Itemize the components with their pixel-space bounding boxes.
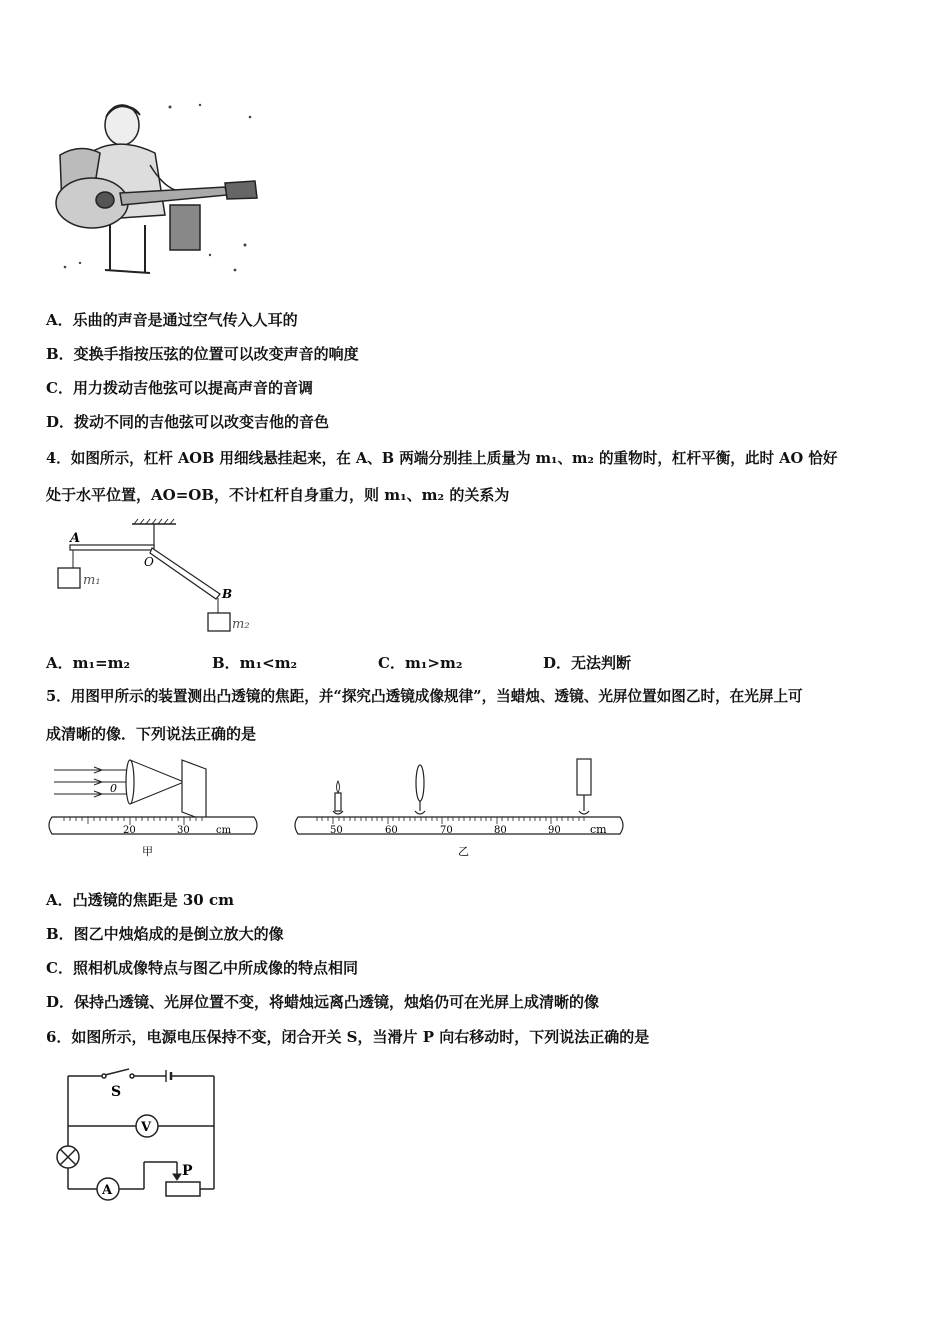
switch-label: S xyxy=(111,1084,122,1100)
q5-option-c: C．照相机成像特点与图乙中所成像的特点相同 xyxy=(46,959,358,977)
jia-caption: 甲 xyxy=(142,845,153,858)
q6-stem: 6．如图所示，电源电压保持不变，闭合开关 S，当滑片 P 向右移动时，下列说法正确的是 xyxy=(46,1028,650,1046)
yi-tick-90: 90 xyxy=(548,825,561,836)
q5-option-d: D．保持凸透镜、光屏位置不变，将蜡烛远离凸透镜，烛焰仍可在光屏上成清晰的像 xyxy=(46,993,600,1011)
q4-option-c: C．m₁>m₂ xyxy=(378,654,463,672)
circuit-diagram xyxy=(52,1068,222,1203)
ammeter-label: A xyxy=(102,1183,113,1198)
jia-tick-30: 30 xyxy=(177,825,190,836)
lever-label-a: A xyxy=(70,531,81,546)
yi-tick-60: 60 xyxy=(385,825,398,836)
lever-label-o: O xyxy=(144,555,154,569)
lever-label-m2: m₂ xyxy=(232,617,250,632)
q3-option-c: C．用力拨动吉他弦可以提高声音的音调 xyxy=(46,379,313,397)
jia-unit: cm xyxy=(216,825,232,836)
lens-focal-figure-jia xyxy=(44,755,264,865)
lever-label-b: B xyxy=(222,587,233,601)
q4-option-a: A．m₁=m₂ xyxy=(46,654,131,672)
lever-label-m1: m₁ xyxy=(83,573,101,588)
guitar-player-illustration xyxy=(50,95,265,280)
optical-bench-figure-yi xyxy=(290,755,630,865)
yi-tick-80: 80 xyxy=(494,825,507,836)
slider-label: P xyxy=(182,1163,193,1179)
q4-stem-line1: 4．如图所示，杠杆 AOB 用细线悬挂起来，在 A、B 两端分别挂上质量为 m₁、m₂ 的重物时，杠杆平衡，此时 AO 恰好 xyxy=(46,450,838,467)
jia-tick-20: 20 xyxy=(123,825,136,836)
q4-option-b: B．m₁<m₂ xyxy=(212,654,298,672)
q3-option-a: A．乐曲的声音是通过空气传入人耳的 xyxy=(46,311,298,329)
q4-stem-line2: 处于水平位置，AO=OB，不计杠杆自身重力，则 m₁、m₂ 的关系为 xyxy=(46,486,510,504)
q4-option-d: D．无法判断 xyxy=(543,654,632,672)
q5-stem-line1: 5．用图甲所示的装置测出凸透镜的焦距，并“探究凸透镜成像规律”，当蜡烛、透镜、光屏位置如图乙时，在光屏上可 xyxy=(46,688,803,705)
yi-caption: 乙 xyxy=(458,845,469,858)
jia-focus-label: 0 xyxy=(110,782,117,795)
q3-option-b: B．变换手指按压弦的位置可以改变声音的响度 xyxy=(46,345,359,363)
yi-unit: cm xyxy=(590,823,607,836)
lever-diagram xyxy=(50,518,270,638)
q5-stem-line2: 成清晰的像．下列说法正确的是 xyxy=(46,725,257,743)
yi-tick-50: 50 xyxy=(330,825,343,836)
q3-option-d: D．拨动不同的吉他弦可以改变吉他的音色 xyxy=(46,413,330,431)
q5-option-a: A．凸透镜的焦距是 30 cm xyxy=(46,891,234,909)
yi-tick-70: 70 xyxy=(440,825,453,836)
voltmeter-label: V xyxy=(141,1120,152,1135)
q5-option-b: B．图乙中烛焰成的是倒立放大的像 xyxy=(46,925,284,943)
